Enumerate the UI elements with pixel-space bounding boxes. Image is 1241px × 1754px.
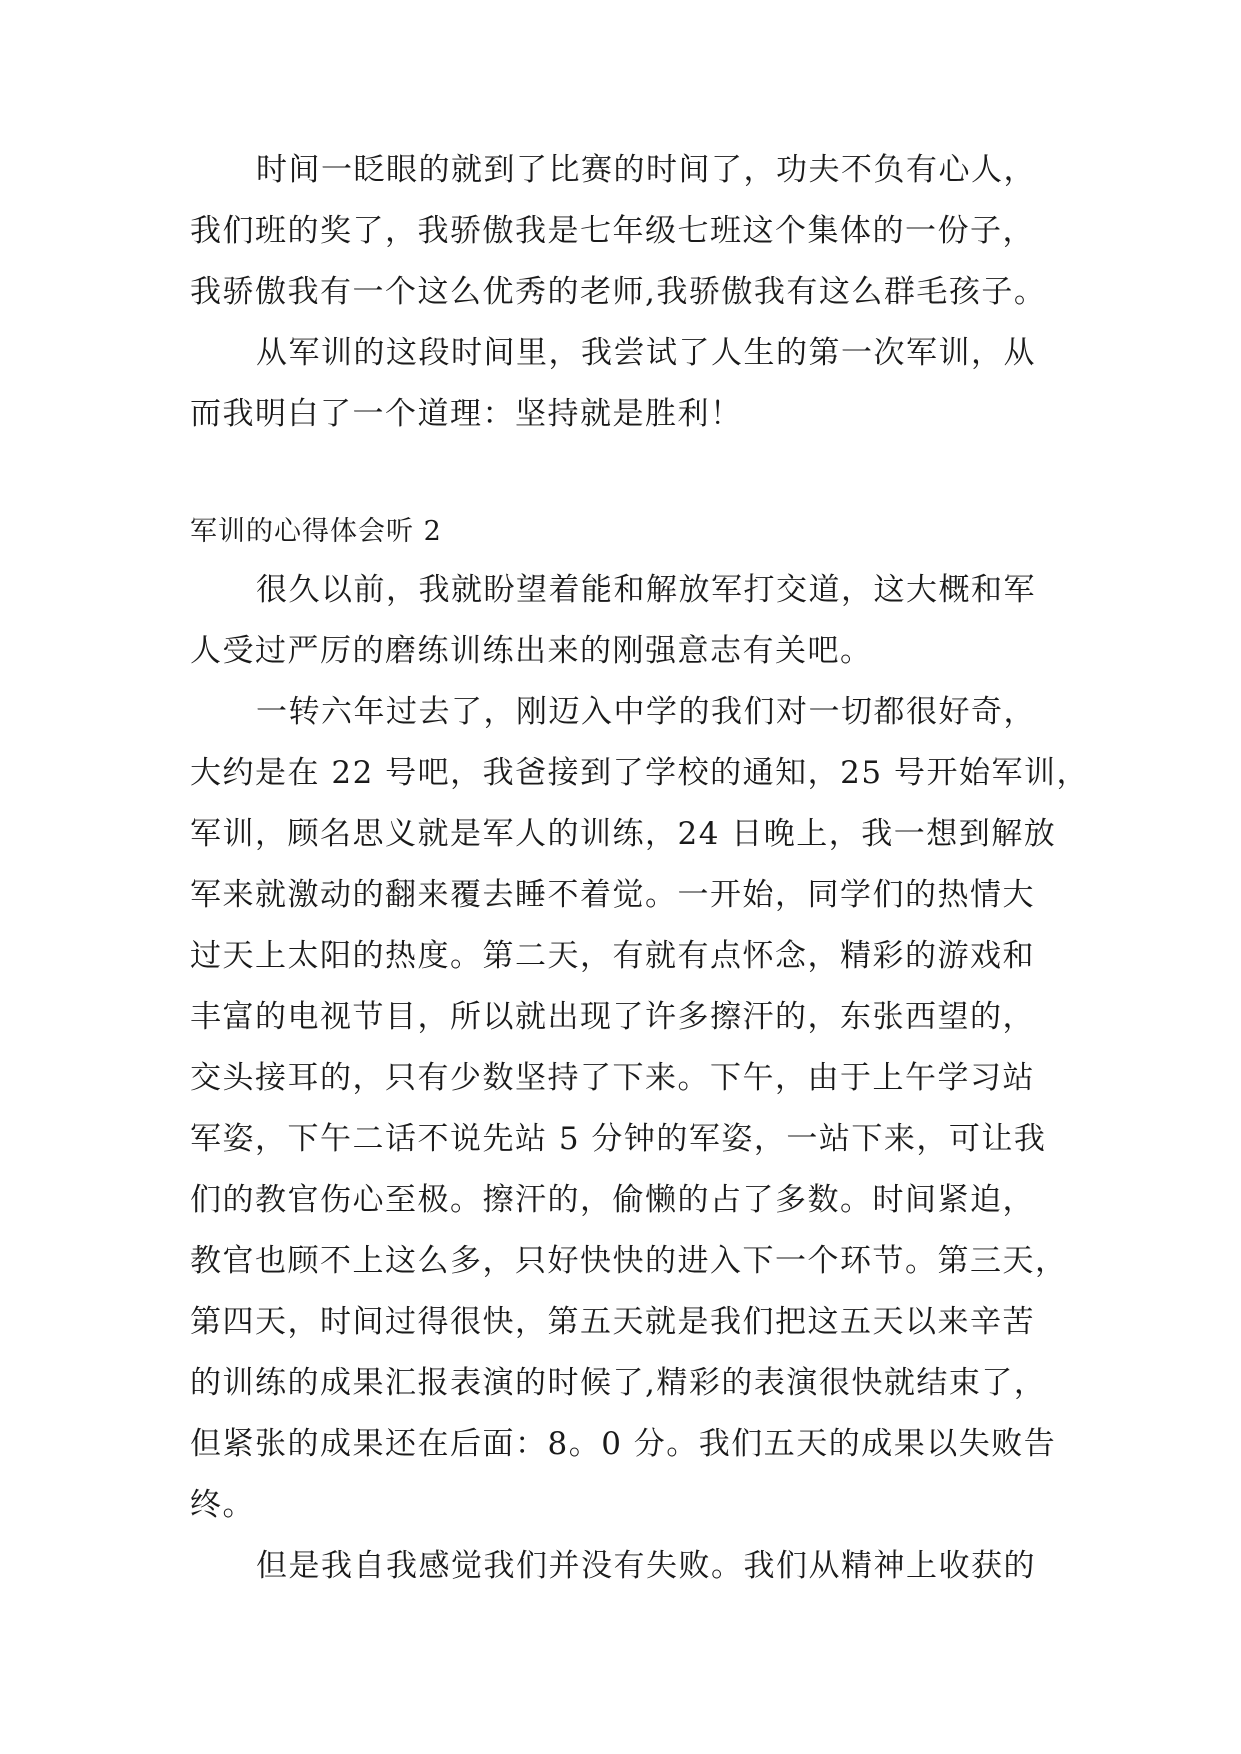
paragraph-line: 军训，顾名思义就是军人的训练，24 日晚上，我一想到解放 bbox=[190, 816, 1057, 852]
paragraph-line: 终。 bbox=[190, 1487, 255, 1523]
paragraph-line: 很久以前，我就盼望着能和解放军打交道，这大概和军 bbox=[256, 572, 1036, 608]
paragraph-line: 交头接耳的，只有少数坚持了下来。下午，由于上午学习站 bbox=[190, 1060, 1035, 1096]
paragraph-line: 但是我自我感觉我们并没有失败。我们从精神上收获的 bbox=[256, 1548, 1036, 1584]
paragraph-line: 我骄傲我有一个这么优秀的老师,我骄傲我有这么群毛孩子。 bbox=[190, 274, 1047, 310]
paragraph-line: 第四天，时间过得很快，第五天就是我们把这五天以来辛苦 bbox=[190, 1304, 1035, 1340]
paragraph-line: 们的教官伤心至极。擦汗的，偷懒的占了多数。时间紧迫， bbox=[190, 1182, 1035, 1218]
paragraph-line: 我们班的奖了，我骄傲我是七年级七班这个集体的一份子， bbox=[190, 213, 1035, 249]
paragraph-line: 一转六年过去了，刚迈入中学的我们对一切都很好奇， bbox=[256, 694, 1036, 730]
paragraph-line: 而我明白了一个道理：坚持就是胜利！ bbox=[190, 396, 743, 432]
paragraph-line: 但紧张的成果还在后面：8。0 分。我们五天的成果以失败告 bbox=[190, 1426, 1057, 1462]
paragraph-line: 的训练的成果汇报表演的时候了,精彩的表演很快就结束了， bbox=[190, 1365, 1047, 1401]
paragraph-line: 丰富的电视节目，所以就出现了许多擦汗的，东张西望的， bbox=[190, 999, 1035, 1035]
paragraph-line: 大约是在 22 号吧，我爸接到了学校的通知，25 号开始军训， bbox=[190, 755, 1089, 791]
paragraph-line: 军来就激动的翻来覆去睡不着觉。一开始，同学们的热情大 bbox=[190, 877, 1035, 913]
paragraph-line: 从军训的这段时间里，我尝试了人生的第一次军训，从 bbox=[256, 335, 1036, 371]
paragraph-line: 过天上太阳的热度。第二天，有就有点怀念，精彩的游戏和 bbox=[190, 938, 1035, 974]
paragraph-line: 教官也顾不上这么多，只好快快的进入下一个环节。第三天， bbox=[190, 1243, 1068, 1279]
paragraph-line: 军姿，下午二话不说先站 5 分钟的军姿，一站下来，可让我 bbox=[190, 1121, 1047, 1157]
paragraph-line: 时间一眨眼的就到了比赛的时间了，功夫不负有心人， bbox=[256, 152, 1036, 188]
section-heading: 军训的心得体会听 2 bbox=[190, 516, 442, 547]
paragraph-line: 人受过严厉的磨练训练出来的刚强意志有关吧。 bbox=[190, 633, 873, 669]
